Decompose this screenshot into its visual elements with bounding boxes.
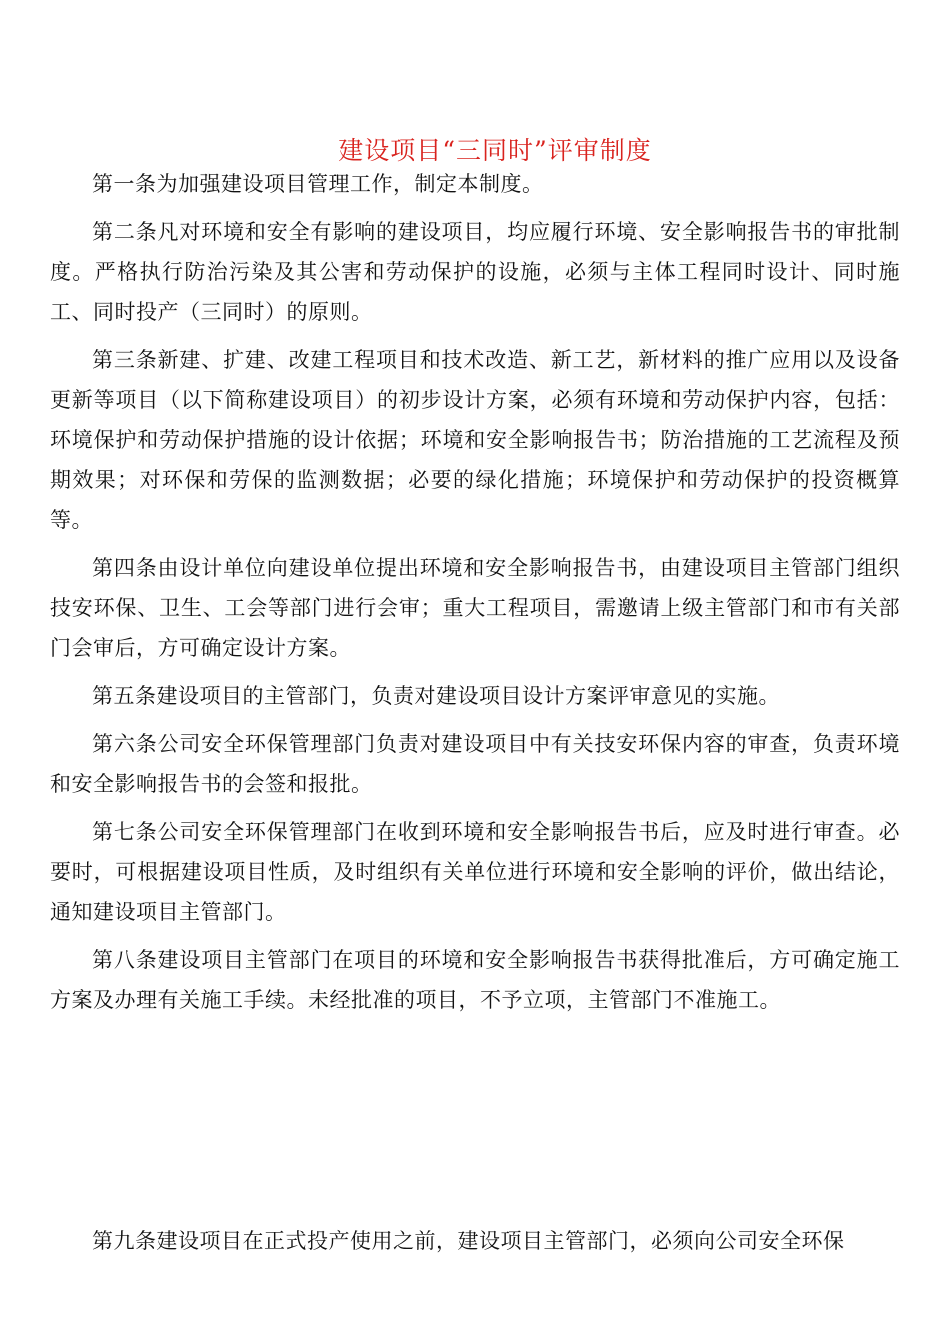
article-2: 第二条凡对环境和安全有影响的建设项目，均应履行环境、安全影响报告书的审批制度。严格执行防治污染及其公害和劳动保护的设施，必须与主体工程同时设计、同时施工、同时投产（三同时）的原则。	[50, 220, 900, 324]
document-title: 建设项目“三同时”评审制度	[338, 135, 652, 165]
article-7: 第七条公司安全环保管理部门在收到环境和安全影响报告书后，应及时进行审查。必要时，可根据建设项目性质，及时组织有关单位进行环境和安全影响的评价，做出结论，通知建设项目主管部门。	[50, 820, 900, 924]
article-3: 第三条新建、扩建、改建工程项目和技术改造、新工艺，新材料的推广应用以及设备更新等项目（以下简称建设项目）的初步设计方案，必须有环境和劳动保护内容，包括：环境保护和劳动保护措施的设计依据；环境和安全影响报告书；防治措施的工艺流程及预期效果；对环保和劳保的监测数据；必要的绿化措施；环境保护和劳动保护的投资概算等。	[50, 348, 900, 532]
article-9: 第九条建设项目在正式投产使用之前，建设项目主管部门，必须向公司安全环保	[92, 1229, 845, 1253]
article-4: 第四条由设计单位向建设单位提出环境和安全影响报告书，由建设项目主管部门组织技安环保、卫生、工会等部门进行会审；重大工程项目，需邀请上级主管部门和市有关部门会审后，方可确定设计方案。	[50, 556, 900, 660]
article-1: 第一条为加强建设项目管理工作，制定本制度。	[92, 172, 544, 196]
document-body	[50, 164, 900, 1028]
article-8: 第八条建设项目主管部门在项目的环境和安全影响报告书获得批准后，方可确定施工方案及办理有关施工手续。未经批准的项目，不予立项，主管部门不准施工。	[50, 948, 900, 1012]
article-5: 第五条建设项目的主管部门，负责对建设项目设计方案评审意见的实施。	[92, 684, 780, 708]
article-6: 第六条公司安全环保管理部门负责对建设项目中有关技安环保内容的审查，负责环境和安全影响报告书的会签和报批。	[50, 732, 900, 796]
